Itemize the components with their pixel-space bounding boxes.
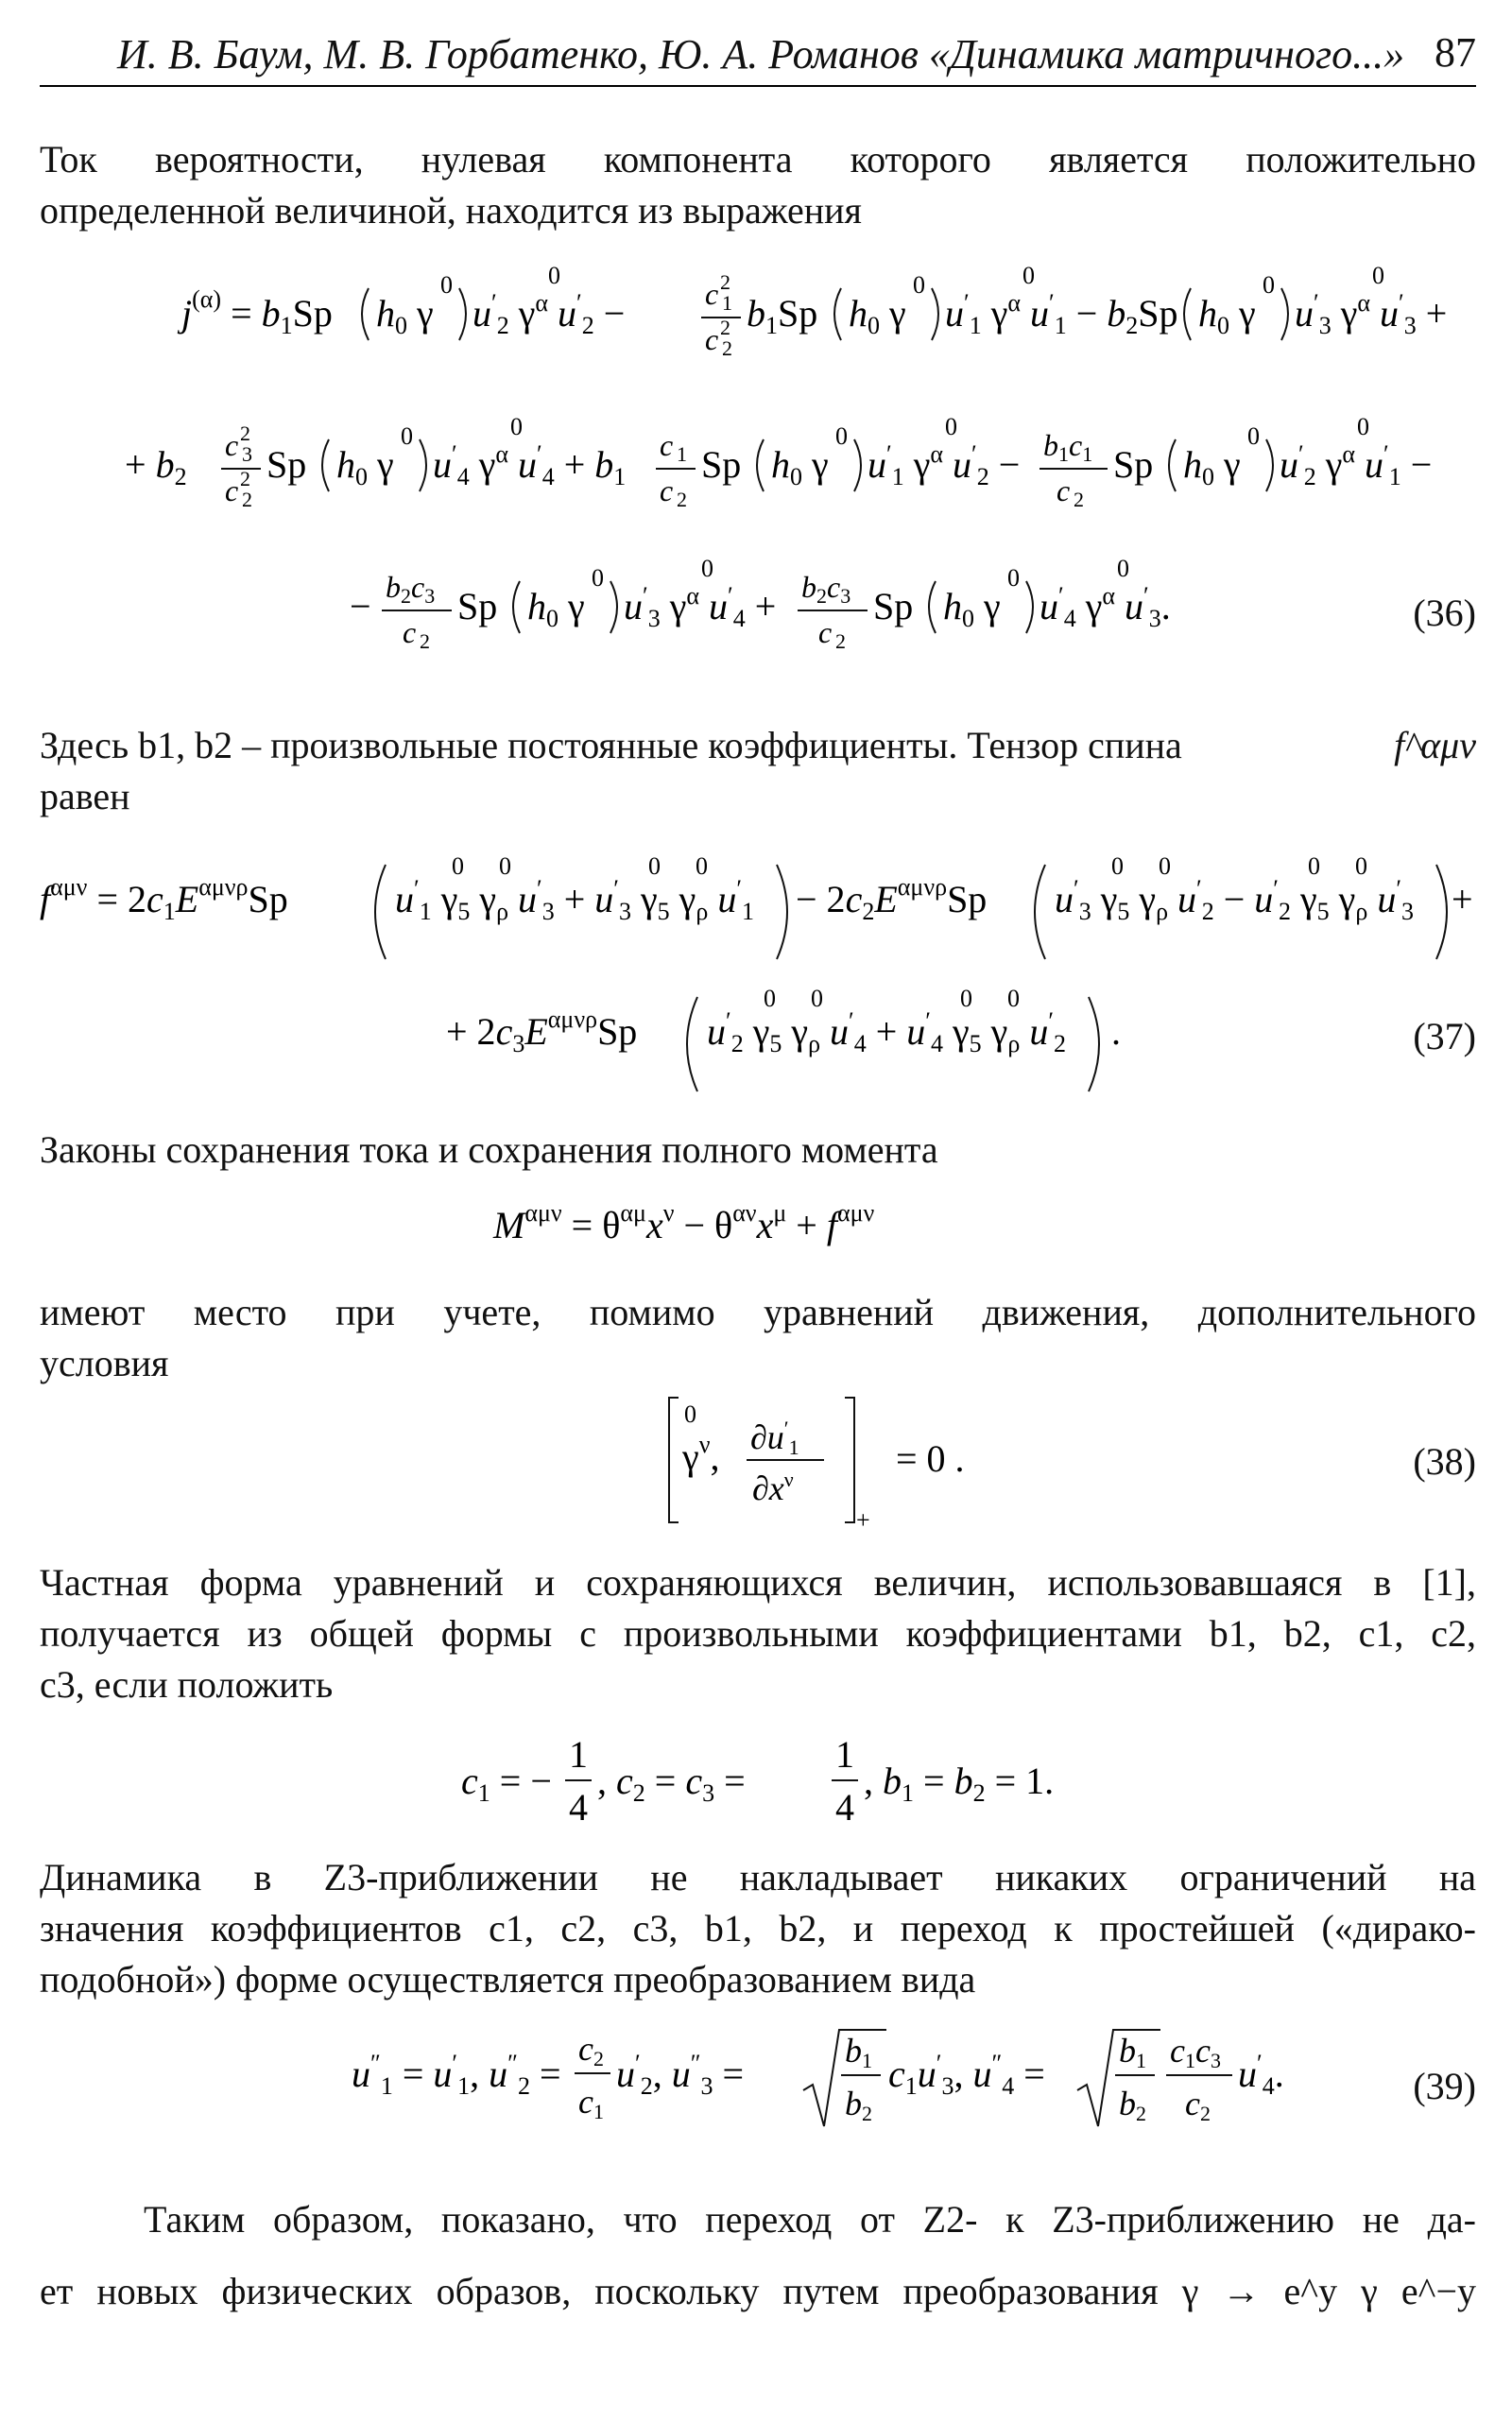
svg-text:b2c3: b2c3 [386, 570, 436, 608]
svg-text:b2: b2 [1119, 2085, 1146, 2125]
svg-text:0: 0 [835, 422, 848, 450]
header-title: И. В. Баум, М. В. Горбатенко, Ю. А. Романов «Динамика матричного...» [117, 31, 1405, 77]
svg-text:u′1 γα u′2 −: $u'_1$ $\gamma^\alpha$ $u'_2$ − [868, 440, 1021, 490]
svg-text:b1Sp: $b_1Sp$ [747, 292, 818, 339]
svg-text:c1 = −: $c_1$ = − [461, 1760, 552, 1807]
svg-text:0: 0 [1007, 564, 1020, 592]
paragraph-line: значения коэффициентов c1, c2, c3, b1, b2, и переход к простейшей («дирако- [40, 1907, 1476, 1950]
svg-text:2: 2 [677, 488, 687, 511]
svg-text:u′2 γα u′1 −: $u'_2$ $\gamma^\alpha$ $u'_1$ − [1280, 440, 1433, 490]
svg-text:Sp: Sp [701, 443, 742, 486]
svg-text:∂xν: $\partial x^\nu$ [752, 1468, 794, 1507]
svg-text:0: 0 [811, 985, 823, 1012]
svg-text:0: 0 [401, 422, 413, 450]
svg-text:2: 2 [420, 629, 430, 653]
equation-coefficients-render [40, 1729, 1476, 1833]
equation-39 [40, 2022, 1476, 2145]
equation-36 [40, 255, 1476, 690]
svg-text:2: 2 [240, 421, 250, 445]
svg-text:u′4.: $u'_4$. [1238, 2050, 1284, 2100]
svg-text:c: c [225, 428, 239, 462]
equation-moment-render [40, 1186, 1476, 1262]
svg-text:2: 2 [720, 270, 730, 294]
svg-text:0: 0 [701, 555, 713, 582]
equation-number: (37) [1413, 1015, 1476, 1057]
svg-text:4: 4 [569, 1786, 588, 1829]
equation-38-render [40, 1384, 1476, 1536]
svg-text:u′4 γα u′3.: $u'_4$ $\gamma^\alpha$ $u'_3$. [1040, 582, 1171, 632]
svg-text:Sp: Sp [457, 585, 498, 627]
svg-text:c: c [818, 615, 833, 649]
svg-text:2: 2 [1074, 488, 1084, 511]
svg-text:1: 1 [677, 442, 687, 466]
svg-text:c1: c1 [578, 2083, 604, 2123]
svg-text:1: 1 [835, 1733, 854, 1776]
svg-text:0: 0 [648, 852, 661, 880]
svg-text:− 2c2EαμνρSp: − $2c_2E^{\alpha\mu\nu\rho}Sp$ [796, 873, 988, 925]
svg-text:u′2 γα u′2 −: $u'_2$ $\gamma^\alpha$ $u'_2$ − [472, 289, 626, 339]
svg-text:2: 2 [722, 336, 732, 360]
svg-text:0: 0 [592, 564, 604, 592]
svg-text:= 0 .: = 0 . [896, 1437, 965, 1480]
running-header [40, 28, 1476, 87]
svg-text:u′2 γ5 γρ u′4 + u′4 γ5 γρ u′2: $u'_2$ $\gamma_5$ $\gamma_\rho$ $u'_4 + u'_4$ $\gamma_5$ $\gamma_\rho$ $u'_2$ [707, 1007, 1067, 1057]
paragraph-line: c3, если положить [40, 1663, 334, 1706]
svg-text:2: 2 [720, 316, 730, 339]
svg-text:0: 0 [1159, 852, 1171, 880]
paragraph-line: ет новых физических образов, поскольку путем преобразования γ → e^y γ e^−y [40, 2270, 1476, 2312]
svg-text:γν,: $\gamma^\nu$, [682, 1431, 720, 1478]
svg-text:0: 0 [1111, 852, 1124, 880]
svg-text:u′3 γ5 γρ u′2 − u′2 γ5 γρ u′3: $u'_3$ $\gamma_5$ $\gamma_\rho$ $u'_2 - u'_2$ $\gamma_5$ $\gamma_\rho$ $u'_3$ [1055, 875, 1415, 925]
paragraph-line: Ток вероятности, нулевая компонента которого является положительно [40, 138, 1476, 180]
paragraph-line: Таким образом, показано, что переход от Z2- к Z3-приближению не да- [144, 2198, 1476, 2241]
equation-39-render [40, 2022, 1476, 2145]
svg-text:1: 1 [722, 291, 732, 315]
svg-text:u′2, u″3 =: $u'_2$, $u''_3$ = [616, 2050, 745, 2100]
svg-text:h0 γ: $h_0$ γ [1198, 292, 1256, 339]
svg-text:h0 γ: $h_0$ γ [849, 292, 906, 339]
equation-37 [40, 846, 1476, 1110]
equation-number: (36) [1413, 592, 1476, 634]
svg-text:b1: b1 [1119, 2032, 1146, 2072]
svg-text:c: c [705, 322, 719, 356]
svg-text:+ b2: + $b_2$ [125, 443, 187, 490]
svg-text:Sp: Sp [873, 585, 914, 627]
svg-text:0: 0 [1357, 413, 1369, 440]
svg-text:2: 2 [835, 629, 846, 653]
svg-text:c: c [660, 473, 674, 507]
equation-number: (39) [1413, 2065, 1476, 2107]
svg-text:−: − [350, 585, 371, 627]
svg-text:c2: c2 [578, 2030, 604, 2070]
svg-text:0: 0 [1355, 852, 1367, 880]
svg-text:u′3 γα u′4 +: $u'_3$ $\gamma^\alpha$ $u'_4$ + [624, 582, 777, 632]
svg-text:h0 γ: $h_0$ γ [771, 443, 829, 490]
page-number: 87 [1435, 29, 1476, 76]
equation-coefficients [40, 1729, 1476, 1833]
svg-text:u″1 = u′1, u″2 =: $u''_1 = u'_1$, $u''_2$ = [352, 2050, 561, 2100]
svg-text:, b1 = b2 = 1.: , $b_1 = b_2 = 1$. [864, 1760, 1055, 1807]
paragraph-text: Здесь b1, b2 – произвольные постоянные коэффициенты. Тензор спина [40, 724, 1182, 766]
paragraph-line [40, 720, 1476, 771]
svg-text:b1c1: b1c1 [1043, 428, 1093, 466]
svg-text:0: 0 [1247, 422, 1260, 450]
svg-text:fαμν = 2c1EαμνρSp: $f^{\alpha\mu\nu} = 2c_1E^{\alpha\mu\nu\rho}Sp$ [40, 873, 288, 925]
svg-text:4: 4 [835, 1786, 854, 1829]
svg-text:0: 0 [510, 413, 523, 440]
svg-text:c: c [660, 428, 674, 462]
svg-text:c: c [1057, 473, 1071, 507]
svg-text:c: c [705, 277, 719, 311]
inline-math: f^αμν [1394, 724, 1476, 766]
paragraph-line: условия [40, 1342, 169, 1384]
equation-38 [40, 1384, 1476, 1536]
paragraph-line: имеют место при учете, помимо уравнений движения, дополнительного [40, 1291, 1476, 1333]
svg-text:j(α) = b1Sp: $j^{(\alpha)} = b_1Sp$ [181, 285, 333, 339]
paragraph-line: Динамика в Z3-приближении не накладывает никаких ограничений на [40, 1856, 1476, 1898]
paragraph-line: получается из общей формы с произвольными коэффициентами b1, b2, c1, c2, [40, 1612, 1476, 1655]
equation-number: (38) [1413, 1440, 1476, 1483]
svg-text:c: c [225, 473, 239, 507]
paragraph-line: Законы сохранения тока и сохранения полного момента [40, 1128, 938, 1171]
svg-text:+ 2c3EαμνρSp: + $2c_3E^{\alpha\mu\nu\rho}Sp$ [446, 1005, 638, 1057]
svg-text:Sp: Sp [266, 443, 307, 486]
svg-text:.: . [1111, 1010, 1121, 1053]
svg-text:u′4 γα u′4 + b1: $u'_4$ $\gamma^\alpha$ $u'_4 + b_1$ [433, 440, 627, 490]
svg-text:u′1 γα u′1 − b2Sp: $u'_1$ $\gamma^\alpha$ $u'_1 - b_2Sp$ [945, 289, 1178, 339]
svg-text:3: 3 [242, 442, 252, 466]
svg-text:0: 0 [764, 985, 776, 1012]
svg-text:b2: b2 [845, 2085, 872, 2125]
svg-text:0: 0 [913, 271, 925, 299]
svg-text:Mαμν = θαμxν − θανxμ + fαμν: $M^{\alpha\mu\nu} = \theta^{\alpha\mu}x^\nu - \theta^{\alpha\nu}x^\mu + f^{\alpha\mu\nu}$ [493, 1199, 875, 1246]
svg-text:0: 0 [1022, 262, 1035, 289]
svg-text:c: c [403, 615, 417, 649]
paragraph-line: равен [40, 775, 130, 817]
svg-text:0: 0 [1117, 555, 1129, 582]
svg-text:, c2 = c3 =: , $c_2 = c_3$ = [597, 1760, 746, 1807]
paragraph-line: определенной величиной, находится из выражения [40, 189, 862, 232]
svg-text:0: 0 [960, 985, 972, 1012]
svg-text:0: 0 [684, 1400, 696, 1428]
svg-text:u′3 γα u′3 +: $u'_3$ $\gamma^\alpha$ $u'_3$ + [1295, 289, 1448, 339]
svg-text:0: 0 [1372, 262, 1384, 289]
svg-text:u′1 γ5 γρ u′3 + u′3 γ5 γρ u′1: $u'_1$ $\gamma_5$ $\gamma_\rho$ $u'_3 + u'_3$ $\gamma_5$ $\gamma_\rho$ $u'_1$ [395, 875, 755, 925]
svg-text:0: 0 [452, 852, 464, 880]
svg-text:∂u′1: $\partial u'_1$ [750, 1417, 799, 1459]
svg-text:+: + [856, 1506, 870, 1534]
svg-text:+: + [1452, 878, 1473, 920]
svg-text:0: 0 [1263, 271, 1275, 299]
paragraph-line: Частная форма уравнений и сохраняющихся величин, использовавшаяся в [1], [40, 1561, 1476, 1604]
svg-text:0: 0 [499, 852, 511, 880]
paragraph-line: подобной») форме осуществляется преобразованием вида [40, 1958, 976, 2001]
equation-moment [40, 1186, 1476, 1262]
svg-text:2: 2 [240, 467, 250, 490]
svg-text:b1: b1 [845, 2032, 872, 2072]
svg-text:0: 0 [945, 413, 957, 440]
svg-text:c2: c2 [1185, 2085, 1211, 2125]
svg-text:0: 0 [1308, 852, 1320, 880]
equation-37-render [40, 846, 1476, 1110]
svg-text:h0 γ: $h_0$ γ [1183, 443, 1241, 490]
svg-text:0: 0 [696, 852, 708, 880]
svg-text:1: 1 [569, 1733, 588, 1776]
svg-text:h0 γ: $h_0$ γ [943, 585, 1001, 632]
svg-text:b2c3: b2c3 [801, 570, 851, 608]
svg-text:0: 0 [1007, 985, 1020, 1012]
svg-text:2: 2 [242, 488, 252, 511]
svg-text:h0 γ: $h_0$ γ [376, 292, 434, 339]
svg-text:c1u′3, u″4 =: $c_1u'_3$, $u''_4$ = [888, 2050, 1045, 2100]
svg-text:h0 γ: $h_0$ γ [336, 443, 394, 490]
equation-36-render [40, 255, 1476, 690]
svg-text:0: 0 [548, 262, 560, 289]
svg-text:Sp: Sp [1113, 443, 1154, 486]
svg-text:c1c3: c1c3 [1170, 2032, 1221, 2072]
svg-text:0: 0 [440, 271, 453, 299]
svg-text:h0 γ: $h_0$ γ [527, 585, 585, 632]
